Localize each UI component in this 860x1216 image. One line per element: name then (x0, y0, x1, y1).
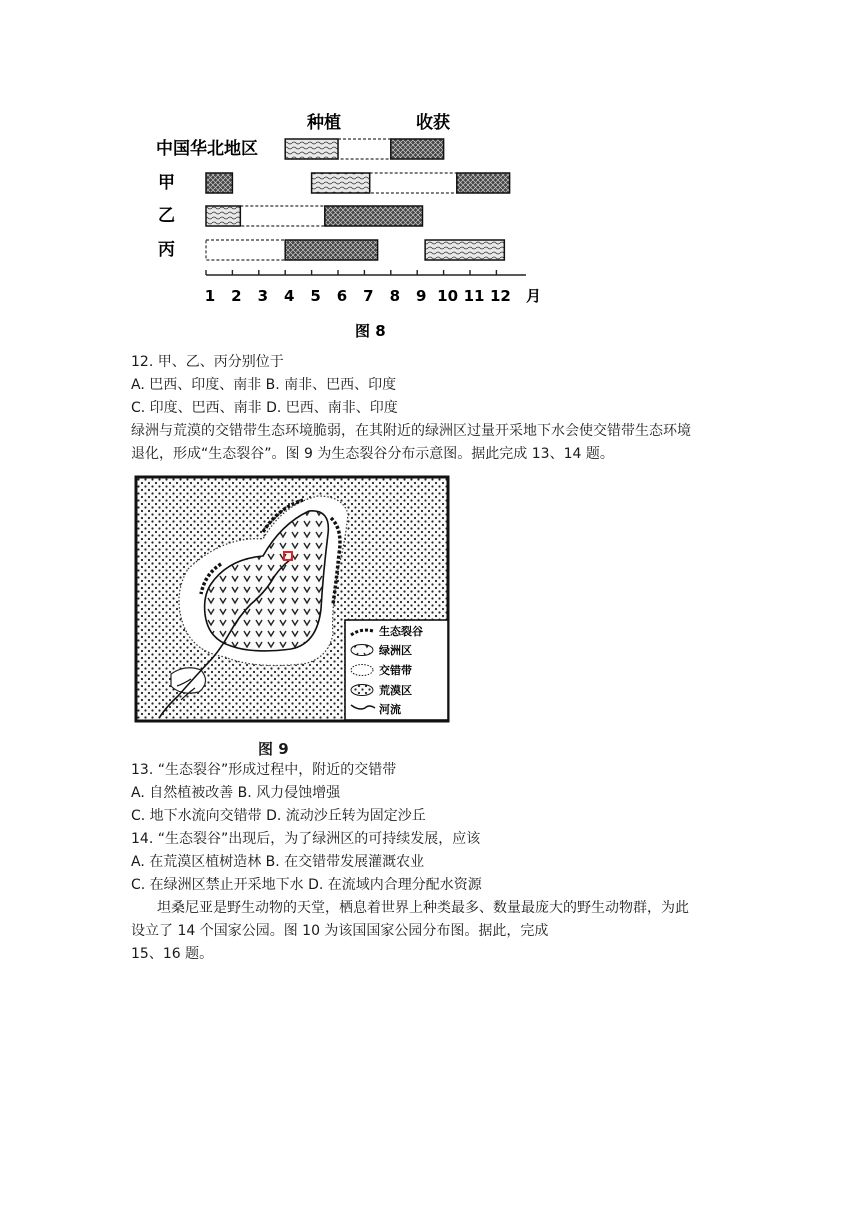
intro-paragraph-line-1: 绿洲与荒漠的交错带生态环境脆弱，在其附近的绿洲区过量开采地下水会使交错带生态环境 (131, 423, 691, 439)
axis-tick-label: 1 (204, 287, 216, 305)
gap-bar (240, 206, 324, 226)
legend-rift-label: 生态裂谷 (379, 625, 423, 638)
axis-unit: 月 (526, 287, 542, 305)
plant-bar (206, 206, 240, 226)
tanzania-paragraph-line-2: 设立了 14 个国家公园。图 10 为该国国家公园分布图。据此，完成 (131, 923, 549, 939)
figure-8-crop-calendar (148, 100, 548, 345)
figure-8-caption: 图 8 (355, 322, 386, 340)
row-label: 乙 (158, 206, 175, 226)
question-13-options-ab: A. 自然植被改善 B. 风力侵蚀增强 (131, 785, 341, 801)
legend-oasis-label: 绿洲区 (379, 644, 412, 657)
header-plant: 种植 (307, 113, 341, 133)
axis-tick-label: 4 (283, 287, 295, 305)
axis-tick-label: 12 (489, 287, 511, 305)
plant-bar (285, 139, 338, 159)
figure-9-ecological-rift-map (133, 474, 453, 734)
row-label: 丙 (158, 240, 175, 260)
legend-oasis-icon (351, 645, 373, 656)
legend-transition-label: 交错带 (379, 664, 412, 677)
crop-calendar-svg (148, 100, 548, 345)
harvest-bar (285, 240, 377, 260)
question-14-options-cd: C. 在绿洲区禁止开采地下水 D. 在流域内合理分配水资源 (131, 877, 482, 893)
question-13: 13. “生态裂谷”形成过程中，附近的交错带 (131, 762, 397, 778)
row-label: 中国华北地区 (156, 139, 258, 159)
tanzania-paragraph-line-1: 坦桑尼亚是野生动物的天堂，栖息着世界上种类最多、数量最庞大的野生动物群，为此 (157, 900, 689, 916)
harvest-bar (325, 206, 423, 226)
question-14: 14. “生态裂谷”出现后，为了绿洲区的可持续发展，应该 (131, 831, 481, 847)
header-harvest: 收获 (416, 113, 450, 133)
harvest-bar (457, 173, 510, 193)
tanzania-paragraph-line-3: 15、16 题。 (131, 946, 214, 962)
axis-tick-label: 3 (257, 287, 269, 305)
axis-tick-label: 2 (231, 287, 242, 305)
legend-desert-icon (351, 685, 373, 696)
gap-bar (370, 173, 457, 193)
question-13-options-cd: C. 地下水流向交错带 D. 流动沙丘转为固定沙丘 (131, 808, 426, 824)
harvest-bar (391, 139, 444, 159)
plant-bar (312, 173, 370, 193)
gap-bar (338, 139, 391, 159)
intro-paragraph-line-2: 退化，形成“生态裂谷”。图 9 为生态裂谷分布示意图。据此完成 13、14 题。 (131, 446, 614, 462)
axis-tick-label: 5 (310, 287, 321, 305)
legend-transition-icon (351, 665, 373, 676)
harvest-bar (206, 173, 232, 193)
question-12-options-cd: C. 印度、巴西、南非 D. 巴西、南非、印度 (131, 400, 398, 416)
question-14-options-ab: A. 在荒漠区植树造林 B. 在交错带发展灌溉农业 (131, 854, 425, 870)
axis-tick-label: 8 (389, 287, 401, 305)
axis-tick-label: 7 (363, 287, 374, 305)
question-12-options-ab: A. 巴西、印度、南非 B. 南非、巴西、印度 (131, 377, 397, 393)
axis-tick-label: 10 (437, 287, 459, 305)
figure-9-caption: 图 9 (258, 740, 289, 758)
axis-tick-label: 9 (415, 287, 427, 305)
rift-map-svg (133, 474, 453, 734)
question-12: 12. 甲、乙、丙分别位于 (131, 354, 284, 370)
row-label: 甲 (158, 173, 175, 193)
axis-tick-label: 11 (463, 287, 485, 305)
legend-desert-label: 荒漠区 (379, 684, 412, 697)
legend-river-label: 河流 (379, 703, 401, 716)
axis-tick-label: 6 (336, 287, 348, 305)
gap-bar (206, 240, 285, 260)
plant-bar (425, 240, 504, 260)
